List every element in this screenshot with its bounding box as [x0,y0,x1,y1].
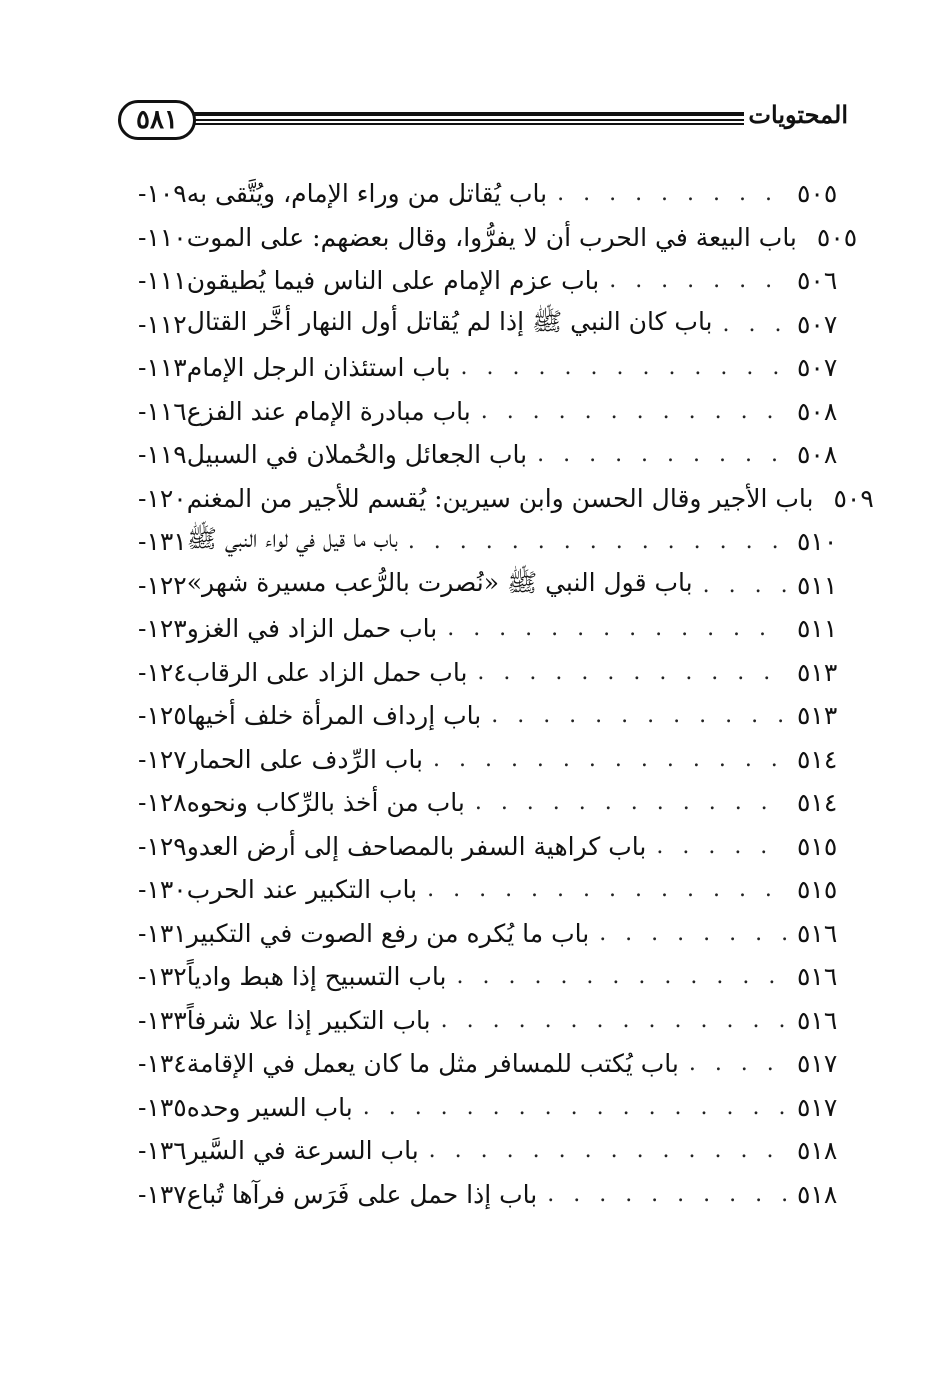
toc-entry [130,1173,845,1217]
table-of-contents [130,172,874,1216]
toc-leader-dots [703,573,787,598]
toc-entry-title: باب ما قيل في لواء النبي ﷺ [186,524,398,554]
toc-leader-dots [475,790,787,815]
toc-entry-page: ٥١٦ [797,962,838,992]
toc-leader-dots [461,355,787,380]
toc-leader-dots [547,1182,787,1207]
toc-entry-title: باب قول النبي ﷺ «نُصرت بالرُّعب مسيرة شهر» [186,567,693,597]
toc-leader-dots [481,399,787,424]
toc-entry-title: باب يُكتب للمسافر مثل ما كان يعمل في الإقامة [186,1049,679,1079]
toc-leader-dots [609,268,787,293]
toc-entry-page: ٥١١ [797,570,838,600]
toc-entry-page: ٥١٣ [797,657,838,687]
toc-entry-page: ٥١٧ [797,1092,838,1122]
toc-entry-title: باب حمل الزاد في الغزو [186,614,438,644]
toc-entry-page: ٥١٣ [797,701,838,731]
toc-entry-page: ٥١١ [797,614,838,644]
toc-entry-page: ٥١٥ [797,875,838,905]
toc-entry [130,651,845,695]
toc-leader-dots [689,1051,787,1076]
toc-entry-page: ٥١٨ [797,1136,838,1166]
toc-entry-page: ٥١٤ [797,744,838,774]
toc-entry-number: ١٣٢- [138,962,187,992]
toc-leader-dots [408,529,787,554]
toc-entry-number: ١١٢- [138,309,187,339]
toc-entry-number: ١٠٩- [138,179,187,209]
toc-entry-title: باب السرعة في السَّير [186,1136,419,1166]
toc-leader-dots [656,834,787,859]
toc-entry [130,216,858,260]
toc-entry [130,868,845,912]
toc-entry-page: ٥١٦ [797,918,838,948]
toc-entry-title: باب إذا حمل على فَرَس فرآها تُباع [186,1179,538,1209]
toc-entry-number: ١٣١- [138,527,187,557]
toc-entry-title: باب من أخذ بالرِّكاب ونحوه [186,788,465,818]
toc-leader-dots [363,1095,787,1120]
toc-entry-number: ١٣٤- [138,1049,187,1079]
toc-entry-number: ١١٠- [138,222,187,252]
toc-entry-title: باب استئذان الرجل الإمام [186,353,451,383]
toc-entry-page: ٥٠٧ [797,309,838,339]
toc-entry-number: ١٢٤- [138,657,187,687]
toc-entry-number: ١٣٣- [138,1005,187,1035]
toc-leader-dots [427,877,787,902]
toc-entry-title: باب التكبير عند الحرب [186,875,418,905]
toc-entry-title: باب التسبيح إذا هبط وادياً [186,962,447,992]
toc-entry-number: ١٣٦- [138,1136,187,1166]
toc-leader-dots [477,660,787,685]
toc-entry [130,433,845,477]
toc-entry-page: ٥١٠ [797,527,838,557]
toc-entry-page: ٥٠٥ [816,222,858,252]
toc-entry-page: ٥١٦ [797,1005,838,1035]
toc-entry-page: ٥٠٦ [797,266,838,296]
toc-entry-title: باب التكبير إذا علا شرفاً [186,1005,431,1035]
toc-entry [130,607,845,651]
toc-entry [130,912,845,956]
toc-leader-dots [441,1008,787,1033]
toc-entry-page: ٥١٤ [797,788,838,818]
toc-entry [130,564,845,608]
header-rule [194,112,744,126]
toc-entry-page: ٥١٧ [797,1049,838,1079]
toc-entry [130,172,845,216]
toc-entry [130,477,874,521]
toc-leader-dots [457,964,788,989]
toc-entry-title: باب كراهية السفر بالمصاحف إلى أرض العدو [186,831,647,861]
toc-entry [130,955,845,999]
toc-entry-page: ٥٠٥ [797,179,838,209]
toc-entry-title: باب مبادرة الإمام عند الفزع [186,396,471,426]
toc-entry-title: باب الرِّدف على الحمار [186,744,423,774]
toc-entry-title: باب كان النبي ﷺ إذا لم يُقاتل أول النهار أخَّر القتال [186,306,713,336]
toc-entry-number: ١٣١- [138,918,187,948]
toc-entry [130,825,845,869]
toc-entry-page: ٥٠٩ [833,483,874,513]
toc-leader-dots [491,703,787,728]
page-number: ٥٨١ [118,100,196,140]
toc-entry [130,1042,845,1086]
toc-entry-title: باب البيعة في الحرب أن لا يفرُّوا، وقال بعضهم: على الموت [186,222,797,252]
toc-entry-title: باب الأجير وقال الحسن وابن سيرين: يُقسم للأجير من المغنم [186,483,814,513]
toc-leader-dots [557,181,787,206]
toc-entry [130,781,845,825]
toc-entry-title: باب ما يُكره من رفع الصوت في التكبير [186,918,590,948]
toc-entry-number: ١٢٠- [138,483,187,513]
toc-entry-number: ١١١- [138,266,187,296]
toc-entry-page: ٥٠٨ [797,396,838,426]
toc-entry-number: ١٢٩- [138,831,187,861]
toc-entry [130,1086,845,1130]
toc-entry [130,738,845,782]
toc-entry-title: باب عزم الإمام على الناس فيما يُطيقون [186,266,600,296]
toc-entry-number: ١٣٧- [138,1179,187,1209]
toc-entry-number: ١٣٠- [138,875,187,905]
toc-leader-dots [429,1138,787,1163]
toc-entry [130,1129,845,1173]
toc-entry-title: باب السير وحده [186,1092,353,1122]
toc-leader-dots [599,921,787,946]
toc-entry-title: باب حمل الزاد على الرقاب [186,657,468,687]
toc-entry [130,390,845,434]
toc-entry-number: ١٢٥- [138,701,187,731]
toc-entry-number: ١٣٥- [138,1092,187,1122]
toc-entry [130,259,845,303]
toc-leader-dots [723,312,787,337]
toc-entry-number: ١٢٧- [138,744,187,774]
toc-entry-page: ٥١٨ [797,1179,838,1209]
toc-leader-dots [433,747,787,772]
toc-entry-title: باب إرداف المرأة خلف أخيها [186,701,482,731]
toc-entry-title: باب الجعائل والحُملان في السبيل [186,440,528,470]
toc-leader-dots [537,442,787,467]
toc-entry-number: ١١٣- [138,353,187,383]
toc-entry-number: ١١٩- [138,440,187,470]
toc-entry [130,694,845,738]
header-title: المحتويات [748,100,848,129]
toc-entry [130,346,845,390]
toc-entry [130,303,845,347]
toc-entry-page: ٥٠٨ [797,440,838,470]
toc-entry-number: ١١٦- [138,396,187,426]
toc-entry [130,520,845,564]
toc-entry-number: ١٢٨- [138,788,187,818]
toc-entry-title: باب يُقاتل من وراء الإمام، ويُتَّقى به [186,179,548,209]
toc-entry-page: ٥٠٧ [797,353,838,383]
toc-entry-number: ١٢٢- [138,570,187,600]
page-header [118,96,848,146]
toc-entry-page: ٥١٥ [797,831,838,861]
toc-entry [130,999,845,1043]
toc-leader-dots [447,616,787,641]
toc-entry-number: ١٢٣- [138,614,187,644]
